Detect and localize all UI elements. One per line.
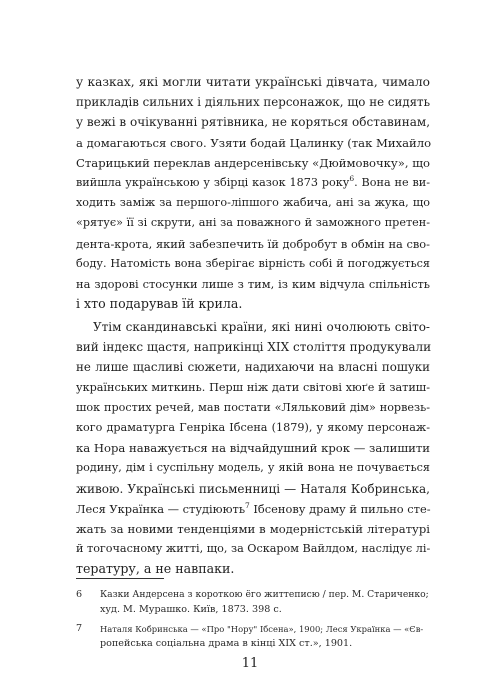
text-line: тературу, а не навпаки. bbox=[76, 561, 235, 577]
text-line: на здорові стосунки лише з тим, із ким відчула спільність bbox=[76, 277, 430, 292]
text-line: у казках, які могли читати українські дівчата, чимало bbox=[76, 75, 430, 89]
footnote-line: ропейська соціальна драма в кінці XIX ст.», 1901. bbox=[100, 637, 353, 649]
text-line: українських миткинь. Перш ніж дати світові хюґе й затиш- bbox=[76, 380, 430, 394]
text-line: вий індекс щастя, наприкінці XIX століття продукували bbox=[76, 340, 432, 355]
text-line: Старицький переклав андерсенівську «Дюймовочку», що bbox=[76, 155, 430, 170]
footnote-6 bbox=[76, 588, 430, 617]
text-line: дента-крота, який забезпечить їй добробут в обмін на сво- bbox=[76, 236, 430, 251]
text-line: живою. Українські письменниці — Наталя Кобринська, bbox=[76, 481, 430, 496]
footnote-7 bbox=[76, 622, 430, 651]
text-line: вийшла українською у збірці казок 1873 року$^6$. Вона не ви- bbox=[76, 174, 430, 190]
page-number: 11 bbox=[241, 656, 259, 671]
text-line: «рятує» її зі скрути, ані за поважного й заможного претен- bbox=[76, 216, 430, 230]
text-line: ходить заміж за першого-ліпшого жабича, ані за жука, що bbox=[76, 196, 430, 210]
paragraph-2 bbox=[76, 317, 430, 580]
footnote-marker-7: 7 bbox=[245, 500, 250, 510]
text-line: не лише щасливі сюжети, надихаючи на власні пошуки bbox=[76, 360, 430, 375]
text-line: й тогочасному житті, що, за Оскаром Вайлдом, наслідує лі- bbox=[76, 542, 431, 556]
text-line: ка Нора наважується на відчайдушний крок — залишити bbox=[76, 441, 430, 456]
text-line: прикладів сильних і діяльних персонажок, що не сидять bbox=[76, 95, 430, 110]
footnote-line: худ. М. Мурашко. Київ, 1873. 398 с. bbox=[100, 603, 282, 615]
footnotes bbox=[76, 588, 430, 656]
text-line: родину, дім і суспільну модель, у якій вона не почувається bbox=[76, 461, 430, 475]
text-line: а домагаються свого. Узяти бодай Цалинку (так Михайло bbox=[76, 135, 432, 150]
text-segment: Леся Українка — студіюють bbox=[76, 501, 246, 516]
footnote-marker-6: 6 bbox=[349, 174, 355, 184]
footnote-line: Казки Андерсена з короткою ёго життеписю / пер. М. Стариченко; bbox=[100, 589, 429, 600]
text-line: жать за новими тенденціями в модерністській літературі bbox=[76, 522, 430, 537]
footnote-number: 6 bbox=[76, 589, 83, 600]
text-line: шок простих речей, мав постати «Ляльковий дім» норвезь- bbox=[76, 400, 430, 414]
text-segment: вийшла українською у збірці казок 1873 року bbox=[76, 176, 350, 190]
footnote-line: Наталя Кобринська — «Про "Нору" Ібсена», 1900; Леся Українка — «Єв- bbox=[100, 624, 424, 635]
text-line: Утім скандинавські країни, які нині очолюють світо- bbox=[93, 320, 430, 334]
text-line: у вежі в очікуванні рятівника, не коряться обставинам, bbox=[76, 115, 431, 130]
text-segment: Вона не ви- bbox=[361, 176, 430, 190]
footnote-number: 7 bbox=[76, 623, 83, 635]
text-line: боду. Натомість вона зберігає вірність собі й погоджується bbox=[76, 256, 430, 270]
text-line: і хто подарував їй крила. bbox=[76, 296, 243, 312]
text-line bbox=[76, 499, 430, 519]
text-segment: Ібсенову драму й пильно сте- bbox=[249, 501, 431, 516]
paragraph-1 bbox=[76, 72, 430, 314]
footnote-separator bbox=[76, 578, 164, 579]
text-line: кого драматурга Генріка Ібсена (1879), у якому персонаж- bbox=[76, 421, 430, 435]
